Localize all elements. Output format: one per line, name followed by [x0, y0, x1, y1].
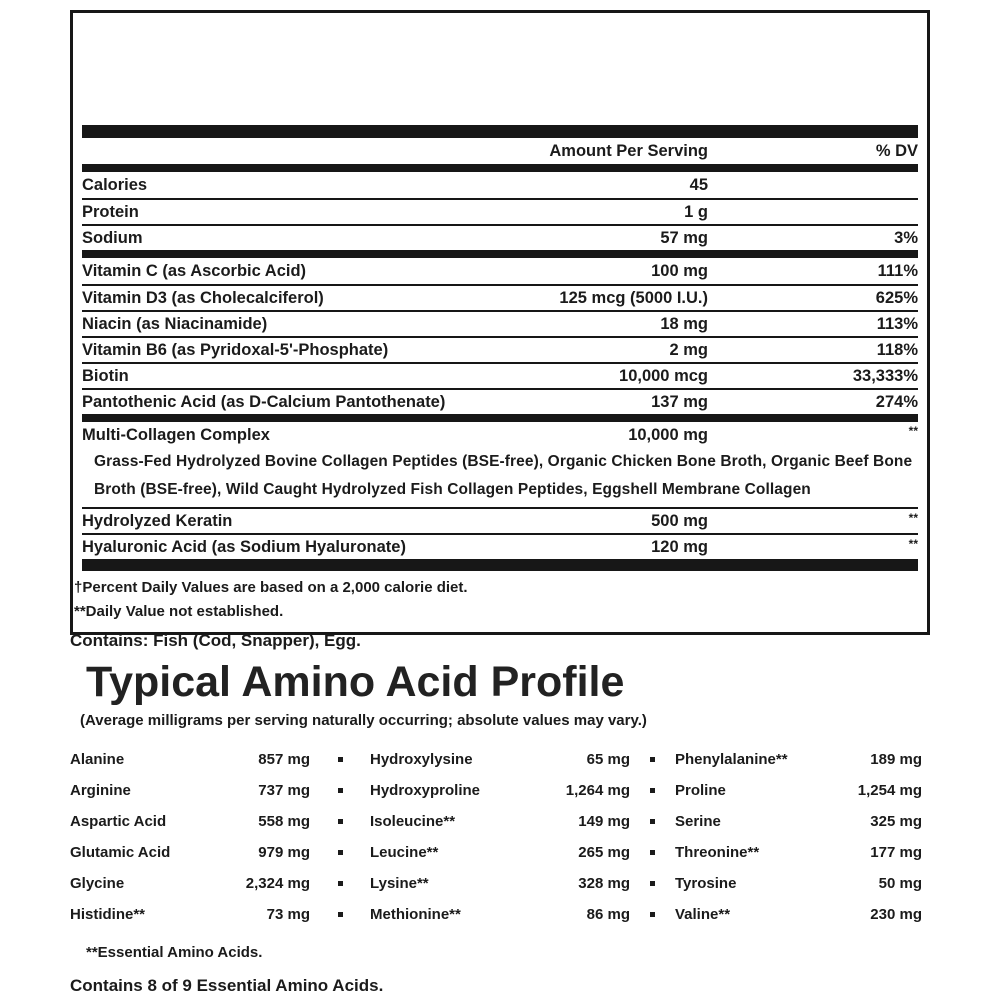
nutrient-row-vitamin-d3: [82, 284, 918, 310]
nutrient-name: Pantothenic Acid (as D-Calcium Pantothenate): [82, 392, 446, 411]
square-bullet-icon: [630, 819, 675, 824]
nutrient-amount: 18 mg: [660, 314, 708, 333]
nutrient-amount: 45: [689, 175, 708, 194]
allergen-note: Contains: Fish (Cod, Snapper), Egg.: [70, 631, 361, 650]
divider-after-header: [82, 164, 918, 172]
amino-name: Lysine**: [370, 875, 429, 892]
divider-after-vitamins: [82, 414, 918, 422]
amino-value: 2,324 mg: [245, 875, 310, 892]
nutrient-name: Multi-Collagen Complex: [82, 425, 270, 444]
amino-value: 65 mg: [586, 751, 630, 768]
square-bullet-icon: [630, 757, 675, 762]
nutrient-dv: **: [908, 424, 918, 438]
percent-dv-header: % DV: [875, 141, 918, 160]
amino-name: Aspartic Acid: [70, 813, 167, 830]
nutrient-name: Niacin (as Niacinamide): [82, 314, 268, 333]
amino-value: 177 mg: [870, 844, 922, 861]
collagen-sub-ingredients: Grass-Fed Hydrolyzed Bovine Collagen Peptides (BSE-free), Organic Chicken Bone Broth, Organic Beef Bone Broth (BSE-free), Wild Caught Hydrolyzed Fish Collagen Peptides, Eggshell Membrane Collagen: [94, 453, 913, 498]
nutrient-name: Protein: [82, 202, 139, 221]
contains-essential-note: Contains 8 of 9 Essential Amino Acids.: [70, 976, 384, 995]
nutrient-amount: 57 mg: [660, 228, 708, 247]
nutrient-dv: **: [908, 537, 918, 551]
nutrient-row-calories: [82, 172, 918, 198]
essential-amino-footnote: **Essential Amino Acids.: [86, 944, 263, 961]
vitamin-rows-group: [73, 258, 927, 414]
nutrient-row-vitamin-c: [82, 258, 918, 284]
amino-name: Hydroxylysine: [370, 751, 473, 768]
nutrient-name: Vitamin B6 (as Pyridoxal-5'-Phosphate): [82, 340, 389, 359]
amino-value: 328 mg: [578, 875, 630, 892]
divider-after-macros: [82, 250, 918, 258]
nutrient-name: Hydrolyzed Keratin: [82, 511, 233, 530]
nutrient-amount: 137 mg: [651, 392, 708, 411]
nutrient-row-niacin: [82, 310, 918, 336]
square-bullet-icon: [310, 788, 370, 793]
nutrient-dv: **: [908, 511, 918, 525]
nutrient-row-multi-collagen-complex: [82, 422, 918, 448]
amino-name: Proline: [675, 782, 726, 799]
amino-name: Hydroxyproline: [370, 782, 481, 799]
nutrient-amount: 100 mg: [651, 261, 708, 280]
square-bullet-icon: [310, 819, 370, 824]
facts-footnotes: [73, 571, 927, 632]
amino-value: 189 mg: [870, 751, 922, 768]
amino-profile-subtitle: (Average milligrams per serving naturally occurring; absolute values may vary.): [80, 712, 647, 729]
divider-before-footnotes: [82, 559, 918, 571]
amino-value: 73 mg: [266, 906, 310, 923]
amino-acid-table: [70, 744, 922, 930]
daily-value-footnote: †Percent Daily Values are based on a 2,000 calorie diet.: [74, 579, 468, 596]
amino-value: 86 mg: [586, 906, 630, 923]
thick-divider-top: [82, 125, 918, 138]
amino-value: 558 mg: [258, 813, 310, 830]
amino-name: Serine: [675, 813, 721, 830]
nutrient-row-biotin: [82, 362, 918, 388]
nutrient-name: Biotin: [82, 366, 129, 385]
nutrient-dv: 625%: [875, 288, 918, 307]
nutrient-name: Calories: [82, 175, 148, 194]
amino-name: Phenylalanine**: [675, 751, 788, 768]
nutrient-amount: 500 mg: [651, 511, 708, 530]
amino-name: Valine**: [675, 906, 731, 923]
amino-profile-title: Typical Amino Acid Profile: [86, 658, 625, 706]
nutrient-row-hyaluronic-acid: [82, 533, 918, 559]
amino-name: Glutamic Acid: [70, 844, 171, 861]
supplement-facts-panel: [70, 10, 930, 635]
nutrient-dv: 118%: [876, 340, 918, 359]
amino-value: 50 mg: [878, 875, 922, 892]
not-established-footnote: **Daily Value not established.: [74, 603, 284, 620]
amino-value: 230 mg: [870, 906, 922, 923]
nutrient-name: Vitamin D3 (as Cholecalciferol): [82, 288, 324, 307]
amino-value: 325 mg: [870, 813, 922, 830]
amino-value: 857 mg: [258, 751, 310, 768]
square-bullet-icon: [310, 881, 370, 886]
amount-per-serving-header: Amount Per Serving: [549, 141, 708, 160]
nutrient-row-pantothenic-acid: [82, 388, 918, 414]
nutrient-dv: 3%: [894, 228, 918, 247]
nutrient-amount: 125 mcg (5000 I.U.): [559, 288, 708, 307]
square-bullet-icon: [630, 881, 675, 886]
nutrient-dv: 111%: [877, 261, 918, 280]
amino-value: 1,254 mg: [857, 782, 922, 799]
nutrient-row-hydrolyzed-keratin: [82, 507, 918, 533]
nutrient-amount: 2 mg: [669, 340, 708, 359]
nutrient-row-sodium: [82, 224, 918, 250]
amino-value: 149 mg: [578, 813, 630, 830]
amino-value: 265 mg: [578, 844, 630, 861]
amino-name: Tyrosine: [675, 875, 737, 892]
nutrient-row-protein: [82, 198, 918, 224]
square-bullet-icon: [630, 850, 675, 855]
nutrient-dv: 274%: [875, 392, 918, 411]
nutrient-row-vitamin-b6: [82, 336, 918, 362]
amino-name: Arginine: [70, 782, 131, 799]
square-bullet-icon: [310, 850, 370, 855]
amino-value: 1,264 mg: [565, 782, 630, 799]
nutrient-amount: 1 g: [684, 202, 708, 221]
amino-name: Leucine**: [370, 844, 439, 861]
facts-title-space: [73, 13, 927, 125]
nutrient-dv: 113%: [876, 314, 918, 333]
facts-table: [73, 138, 927, 164]
amino-name: Threonine**: [675, 844, 760, 861]
square-bullet-icon: [630, 788, 675, 793]
amino-name: Alanine: [70, 751, 125, 768]
facts-header-row: [82, 138, 918, 164]
square-bullet-icon: [630, 912, 675, 917]
amino-name: Glycine: [70, 875, 125, 892]
amino-value: 979 mg: [258, 844, 310, 861]
nutrient-name: Vitamin C (as Ascorbic Acid): [82, 261, 307, 280]
square-bullet-icon: [310, 912, 370, 917]
nutrient-name: Hyaluronic Acid (as Sodium Hyaluronate): [82, 537, 406, 556]
amino-name: Isoleucine**: [370, 813, 456, 830]
amino-name: Methionine**: [370, 906, 461, 923]
blend-rows-group: [73, 422, 927, 559]
amino-name: Histidine**: [70, 906, 146, 923]
nutrient-dv: 33,333%: [852, 366, 918, 385]
nutrient-name: Sodium: [82, 228, 143, 247]
square-bullet-icon: [310, 757, 370, 762]
nutrient-amount: 10,000 mcg: [619, 366, 708, 385]
macro-rows-group: [73, 172, 927, 250]
nutrient-amount: 120 mg: [651, 537, 708, 556]
amino-value: 737 mg: [258, 782, 310, 799]
nutrient-amount: 10,000 mg: [628, 425, 708, 444]
